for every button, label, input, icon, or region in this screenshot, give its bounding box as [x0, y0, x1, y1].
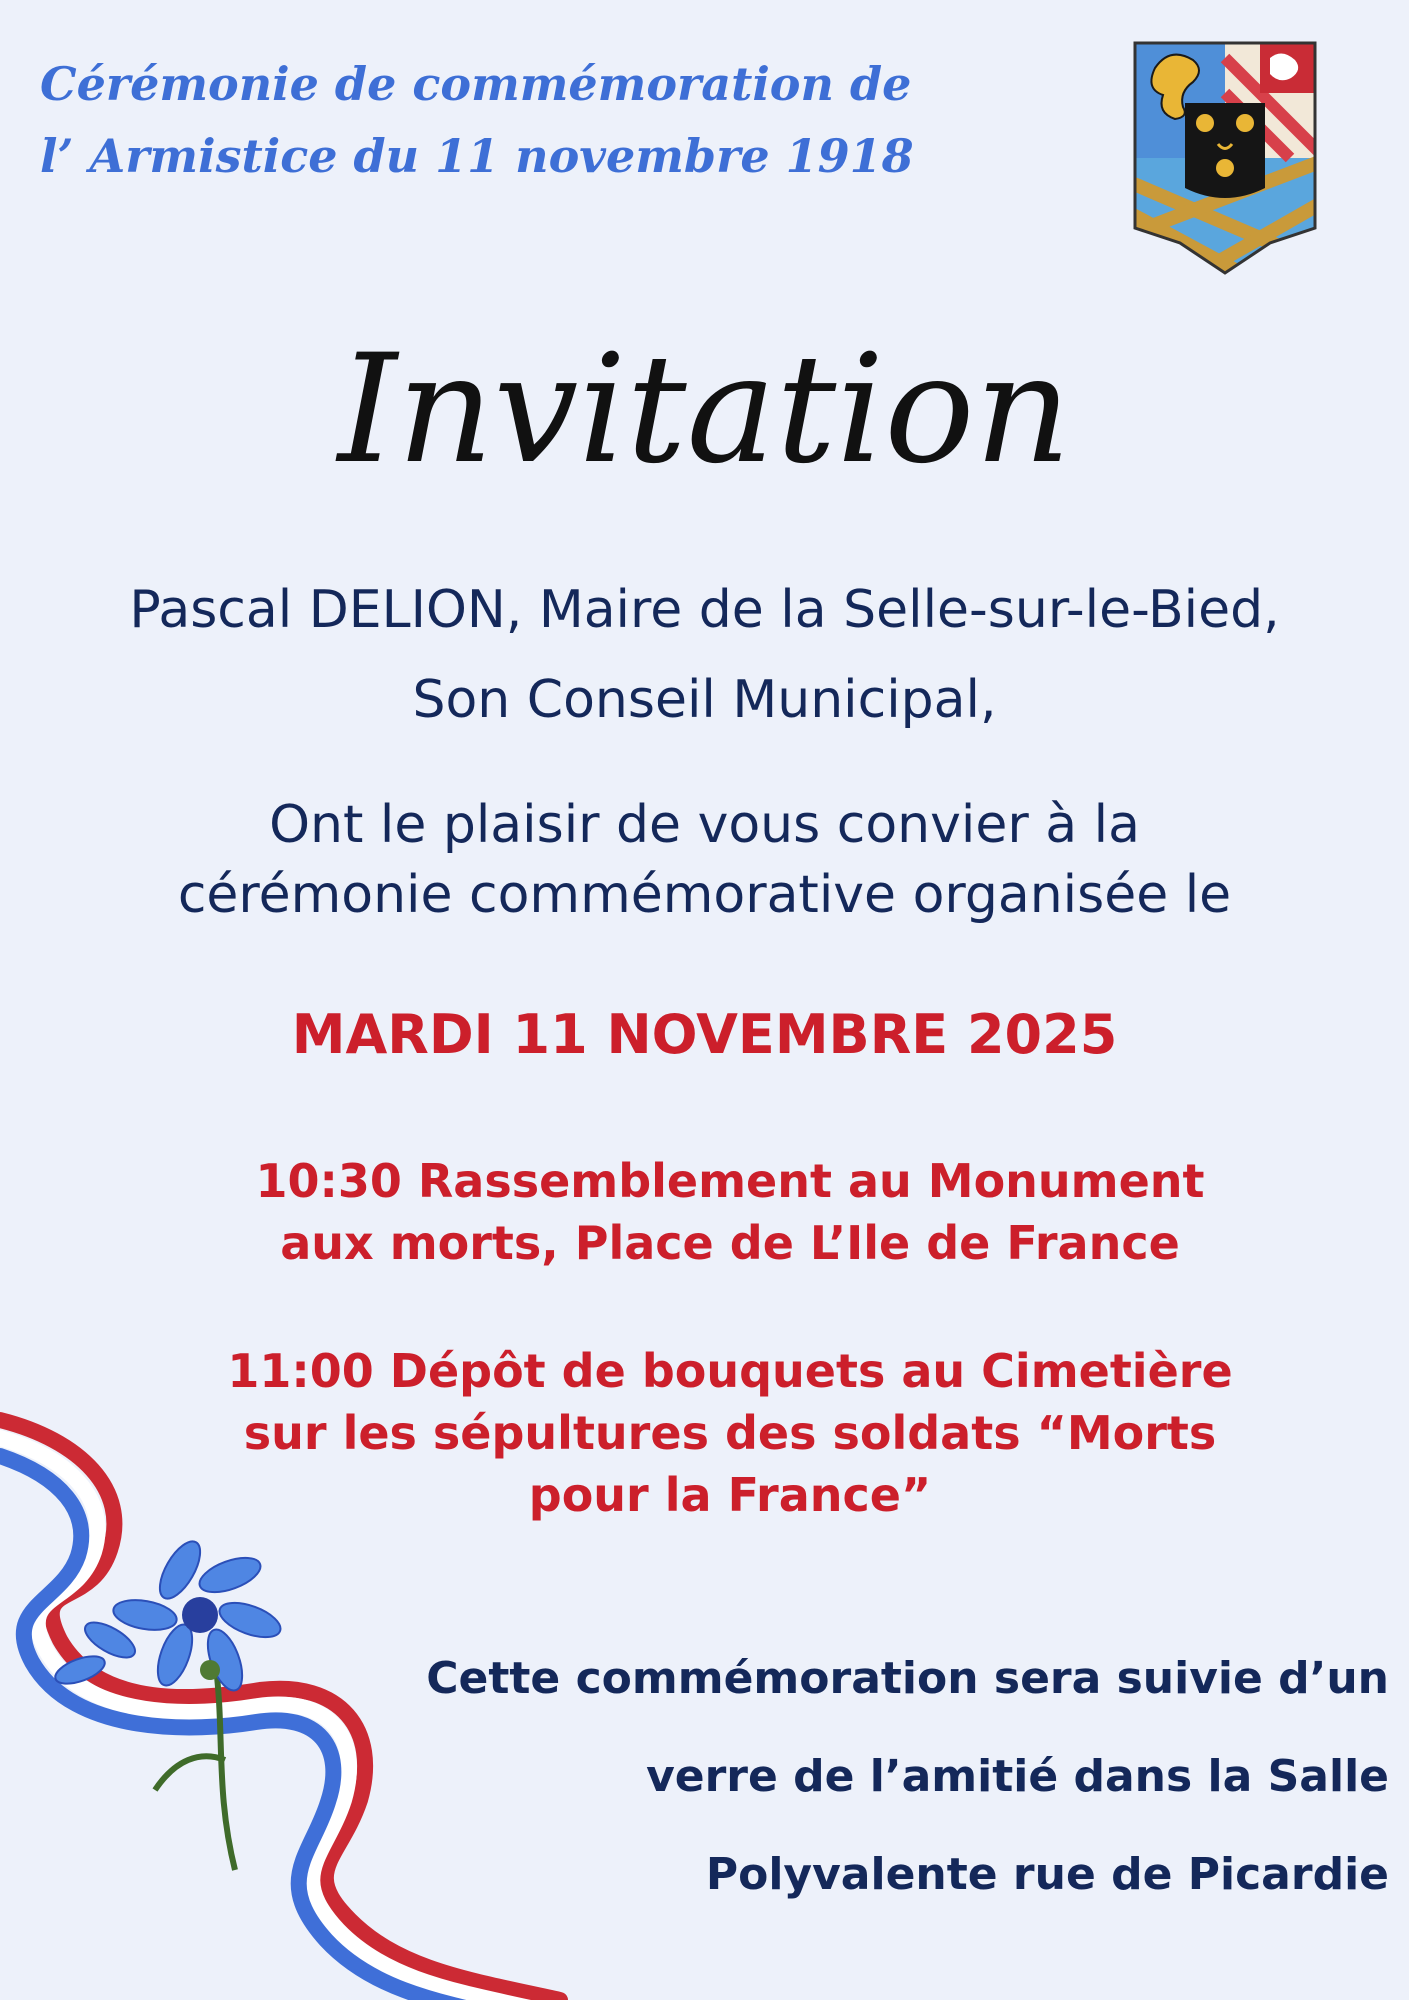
closing-line-3: Polyvalente rue de Picardie — [705, 1849, 1389, 1900]
event-date: MARDI 11 NOVEMBRE 2025 — [291, 1003, 1118, 1066]
host-block — [0, 565, 1409, 745]
schedule-1-line-2: aux morts, Place de L’Ile de France — [280, 1216, 1180, 1270]
header-title-line-2: l’ Armistice du 11 novembre 1918 — [40, 129, 914, 183]
header-title-line-1: Cérémonie de commémoration de — [40, 57, 912, 111]
schedule-1-line-1: 10:30 Rassemblement au Monument — [255, 1154, 1205, 1208]
closing-line-1: Cette commémoration sera suivie d’un — [426, 1653, 1389, 1704]
schedule-2-line-3: pour la France” — [528, 1468, 932, 1522]
coat-of-arms-icon — [1130, 38, 1320, 278]
closing-block — [239, 1630, 1389, 1924]
invitation-heading: Invitation — [337, 323, 1072, 497]
host-line-1: Pascal DELION, Maire de la Selle-sur-le-Bied, — [129, 580, 1280, 640]
host-line-2: Son Conseil Municipal, — [412, 670, 997, 730]
invitation-text-line-1: Ont le plaisir de vous convier à la — [269, 795, 1140, 855]
closing-line-2: verre de l’amitié dans la Salle — [646, 1751, 1389, 1802]
header-title — [40, 48, 1060, 192]
invitation-text — [0, 790, 1409, 930]
schedule-2-line-2: sur les sépultures des soldats “Morts — [243, 1406, 1217, 1460]
schedule-item-1030 — [180, 1150, 1280, 1274]
invitation-text-line-2: cérémonie commémorative organisée le — [177, 865, 1232, 925]
schedule-2-line-1: 11:00 Dépôt de bouquets au Cimetière — [227, 1344, 1233, 1398]
